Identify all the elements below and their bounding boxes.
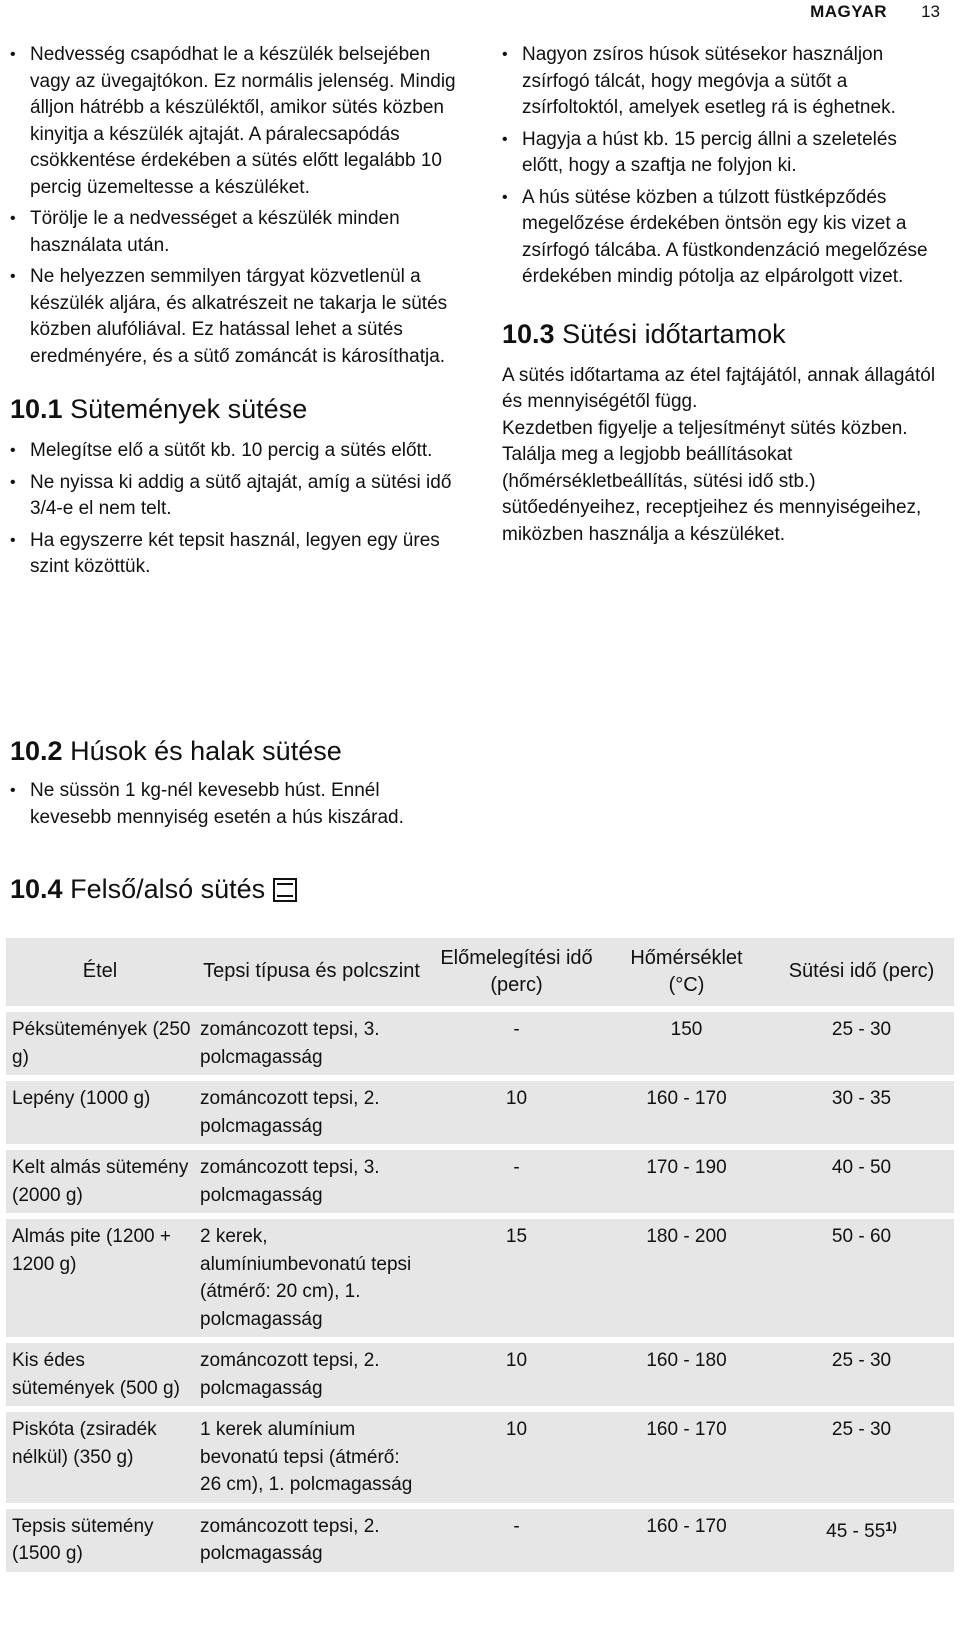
right-column	[502, 42, 942, 548]
table-row	[6, 1012, 954, 1075]
temperature-cell: 170 - 190	[604, 1150, 769, 1213]
tray-cell: 1 kerek alumínium bevonatú tepsi (átmérő: 26 cm), 1. polcmagasság	[194, 1412, 429, 1503]
intro-bullet-list	[10, 42, 465, 370]
preheat-cell: -	[429, 1012, 604, 1075]
section-title: Sütési időtartamok	[562, 318, 786, 349]
section-number: 10.1	[10, 394, 63, 424]
tray-cell: zománcozott tepsi, 2. polcmagasság	[194, 1509, 429, 1572]
list-item: • A hús sütése közben a túlzott füstképződés megelőzése érdekében öntsön egy kis vizet a zsírfogó tálcába. A füstkondenzáció megelőzése érdekében mindig pótolja az elpárolgott vizet.	[502, 185, 942, 291]
tray-cell: zománcozott tepsi, 2. polcmagasság	[194, 1343, 429, 1406]
column-header: Előmelegítési idő (perc)	[429, 938, 604, 1006]
list-item: • Melegítse elő a sütőt kb. 10 percig a sütés előtt.	[10, 438, 465, 465]
paragraph: Kezdetben figyelje a teljesítményt sütés közben. Találja meg a legjobb beállításokat (hőmérsékletbeállítás, sütési idő stb.) sütőedényeihez, receptjeihez és mennyiségeihez, miközben használja a készüléket.	[502, 417, 922, 545]
section-title: Sütemények sütése	[70, 394, 308, 424]
time-cell: 25 - 30	[769, 1012, 954, 1075]
dish-cell: Péksütemények (250 g)	[6, 1012, 194, 1075]
footnote-marker: 1)	[885, 1518, 897, 1534]
page-number: 13	[921, 2, 940, 21]
section-heading-10-4	[10, 872, 940, 906]
preheat-cell: -	[429, 1150, 604, 1213]
preheat-cell: 10	[429, 1412, 604, 1503]
meat-bullet-list	[502, 42, 942, 291]
section-number: 10.2	[10, 736, 63, 766]
meat-fish-bullet-list	[10, 778, 455, 831]
section-heading-10-1	[10, 392, 465, 426]
list-item: • Ne helyezzen semmilyen tárgyat közvetlenül a készülék aljára, és alkatrészeit ne takarja le sütés közben alufóliával. Ez hatással lehet a sütés eredményére, és a sütő zománcát is károsíthatja.	[10, 264, 465, 370]
temperature-cell: 160 - 170	[604, 1081, 769, 1144]
tray-cell: zománcozott tepsi, 3. polcmagasság	[194, 1012, 429, 1075]
section-number: 10.3	[502, 318, 555, 349]
temperature-cell: 160 - 170	[604, 1509, 769, 1572]
table-row	[6, 1412, 954, 1503]
time-cell: 25 - 30	[769, 1343, 954, 1406]
table-row	[6, 1150, 954, 1213]
section-title: Húsok és halak sütése	[70, 736, 342, 766]
tray-cell: zománcozott tepsi, 3. polcmagasság	[194, 1150, 429, 1213]
page-header	[810, 2, 940, 22]
list-item: • Ne süssön 1 kg-nél kevesebb húst. Ennél kevesebb mennyiség esetén a hús kiszárad.	[10, 778, 455, 831]
section-number: 10.4	[10, 874, 63, 904]
dish-cell: Piskóta (zsiradék nélkül) (350 g)	[6, 1412, 194, 1503]
preheat-cell: 10	[429, 1081, 604, 1144]
cake-bullet-list	[10, 438, 465, 581]
tray-cell: 2 kerek, alumíniumbevonatú tepsi (átmérő: 20 cm), 1. polcmagasság	[194, 1219, 429, 1337]
time-cell	[769, 1509, 954, 1572]
table-header-row	[6, 938, 954, 1006]
baking-table	[6, 932, 954, 1578]
time-cell: 40 - 50	[769, 1150, 954, 1213]
preheat-cell: -	[429, 1509, 604, 1572]
dish-cell: Lepény (1000 g)	[6, 1081, 194, 1144]
table-row	[6, 1343, 954, 1406]
top-bottom-heat-icon	[273, 878, 297, 902]
section-heading-10-2	[10, 734, 940, 768]
time-value: 45 - 55	[826, 1520, 886, 1542]
column-header: Tepsi típusa és polcszint	[194, 938, 429, 1006]
column-header: Étel	[6, 938, 194, 1006]
tray-cell: zománcozott tepsi, 2. polcmagasság	[194, 1081, 429, 1144]
section-10-2	[10, 734, 940, 836]
section-heading-10-3	[502, 317, 942, 351]
paragraph: A sütés időtartama az étel fajtájától, annak állagától és mennyiségétől függ.	[502, 364, 936, 412]
language-label: MAGYAR	[810, 2, 888, 21]
temperature-cell: 180 - 200	[604, 1219, 769, 1337]
time-cell: 30 - 35	[769, 1081, 954, 1144]
dish-cell: Kelt almás sütemény (2000 g)	[6, 1150, 194, 1213]
preheat-cell: 15	[429, 1219, 604, 1337]
left-column	[10, 42, 465, 586]
list-item: • Ne nyissa ki addig a sütő ajtaját, amíg a sütési idő 3/4-e el nem telt.	[10, 470, 465, 523]
list-item: • Törölje le a nedvességet a készülék minden használata után.	[10, 206, 465, 259]
time-cell: 50 - 60	[769, 1219, 954, 1337]
temperature-cell: 160 - 170	[604, 1412, 769, 1503]
table-row	[6, 1219, 954, 1337]
dish-cell: Kis édes sütemények (500 g)	[6, 1343, 194, 1406]
list-item: • Nagyon zsíros húsok sütésekor használjon zsírfogó tálcát, hogy megóvja a sütőt a zsírfoltoktól, amelyek esetleg rá is éghetnek.	[502, 42, 942, 122]
column-header: Hőmérséklet (°C)	[604, 938, 769, 1006]
section-10-4	[10, 872, 940, 906]
section-title: Felső/alsó sütés	[70, 874, 266, 904]
time-cell: 25 - 30	[769, 1412, 954, 1503]
table-row	[6, 1081, 954, 1144]
dish-cell: Tepsis sütemény (1500 g)	[6, 1509, 194, 1572]
temperature-cell: 150	[604, 1012, 769, 1075]
preheat-cell: 10	[429, 1343, 604, 1406]
column-header: Sütési idő (perc)	[769, 938, 954, 1006]
list-item: • Nedvesség csapódhat le a készülék belsejében vagy az üvegajtókon. Ez normális jelenség. Mindig álljon hátrébb a készüléktől, amikor sütés közben kinyitja a készülék ajtaját. A páralecsapódás csökkentése érdekében a sütés előtt legalább 10 percig üzemeltesse a készüléket.	[10, 42, 465, 201]
list-item: • Ha egyszerre két tepsit használ, legyen egy üres szint közöttük.	[10, 528, 465, 581]
temperature-cell: 160 - 180	[604, 1343, 769, 1406]
table-row	[6, 1509, 954, 1572]
dish-cell: Almás pite (1200 + 1200 g)	[6, 1219, 194, 1337]
list-item: • Hagyja a húst kb. 15 percig állni a szeletelés előtt, hogy a szaftja ne folyjon ki.	[502, 127, 942, 180]
